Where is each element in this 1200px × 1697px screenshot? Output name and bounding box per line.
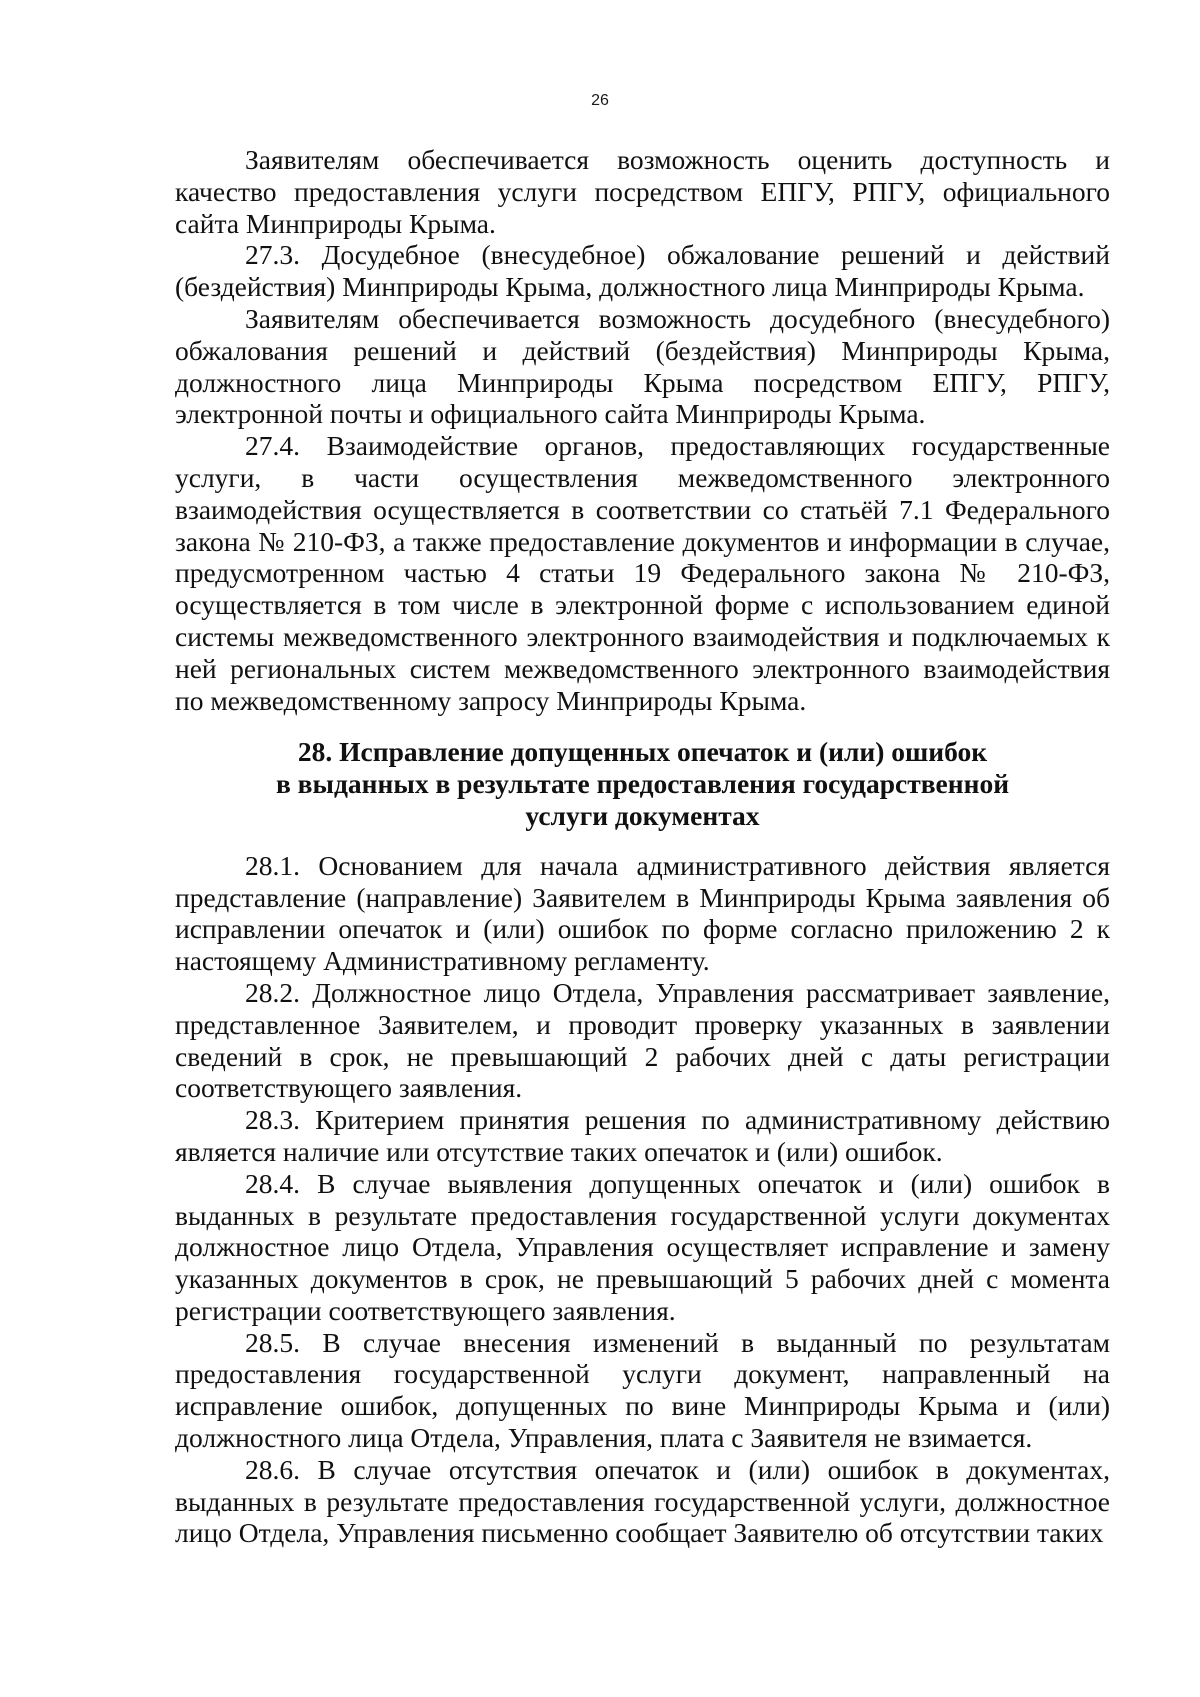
page-number: 26 [591,92,609,109]
paragraph: Заявителям обеспечивается возможность оценить доступность и качество предоставления услуги посредством ЕПГУ, РПГУ, официального сайта Минприроды Крыма. [175,144,1110,239]
paragraph: 28.3. Критерием принятия решения по административному действию является наличие или отсутствие таких опечаток и (или) ошибок. [175,1104,1110,1167]
paragraph: 28.5. В случае внесения изменений в выданный по результатам предоставления государственной услуги документ, направленный на исправление ошибок, допущенных по вине Минприроды Крыма и (или) должностного лица Отдела, Управления, плата с Заявителя не взимается. [175,1326,1110,1454]
section-heading-line: 28. Исправление допущенных опечаток и (или) ошибок [297,736,988,768]
paragraph: 28.2. Должностное лицо Отдела, Управления рассматривает заявление, представленное Заявителем, и проводит проверку указанных в заявлении сведений в срок, не превышающий 2 рабочих дней с даты регистрации соответствующего заявления. [175,976,1110,1104]
paragraph: 28.4. В случае выявления допущенных опечаток и (или) ошибок в выданных в результате предоставления государственной услуги документах должностное лицо Отдела, Управления осуществляет исправление и замену указанных документов в срок, не превышающий 5 рабочих дней с момента регистрации соответствующего заявления. [175,1167,1110,1326]
section-heading [175,736,1110,831]
paragraph: 28.6. В случае отсутствия опечаток и (или) ошибок в документах, выданных в результате предоставления государственной услуги, должностное лицо Отдела, Управления письменно сообщает Заявителю об отсутствии таких [175,1453,1110,1549]
document-body [175,144,1110,1549]
section-heading-line: в выданных в результате предоставления государственной [275,768,1010,800]
paragraph: 27.4. Взаимодействие органов, предоставляющих государственные услуги, в части осуществления межведомственного электронного взаимодействия осуществляется в соответствии со статьёй 7.1 Федерального закона № 210-ФЗ, а также предоставление документов и информации в случае, предусмотренном частью 4 статьи 19 Федерального закона № 210-ФЗ, осуществляется в том числе в электронной форме с использованием единой системы межведомственного электронного взаимодействия и подключаемых к ней региональных систем межведомственного электронного взаимодействия по межведомственному запросу Минприроды Крыма. [175,430,1110,716]
section-heading-line: услуги документах [525,799,760,831]
paragraph: 28.1. Основанием для начала административного действия является представление (направление) Заявителем в Минприроды Крыма заявления об исправлении опечаток и (или) ошибок по форме согласно приложению 2 к настоящему Административному регламенту. [175,849,1110,977]
paragraph: Заявителям обеспечивается возможность досудебного (внесудебного) обжалования решений и действий (бездействия) Минприроды Крыма, должностного лица Минприроды Крыма посредством ЕПГУ, РПГУ, электронной почты и официального сайта Минприроды Крыма. [175,302,1110,430]
paragraph: 27.3. Досудебное (внесудебное) обжалование решений и действий (бездействия) Минприроды Крыма, должностного лица Минприроды Крыма. [175,239,1110,303]
